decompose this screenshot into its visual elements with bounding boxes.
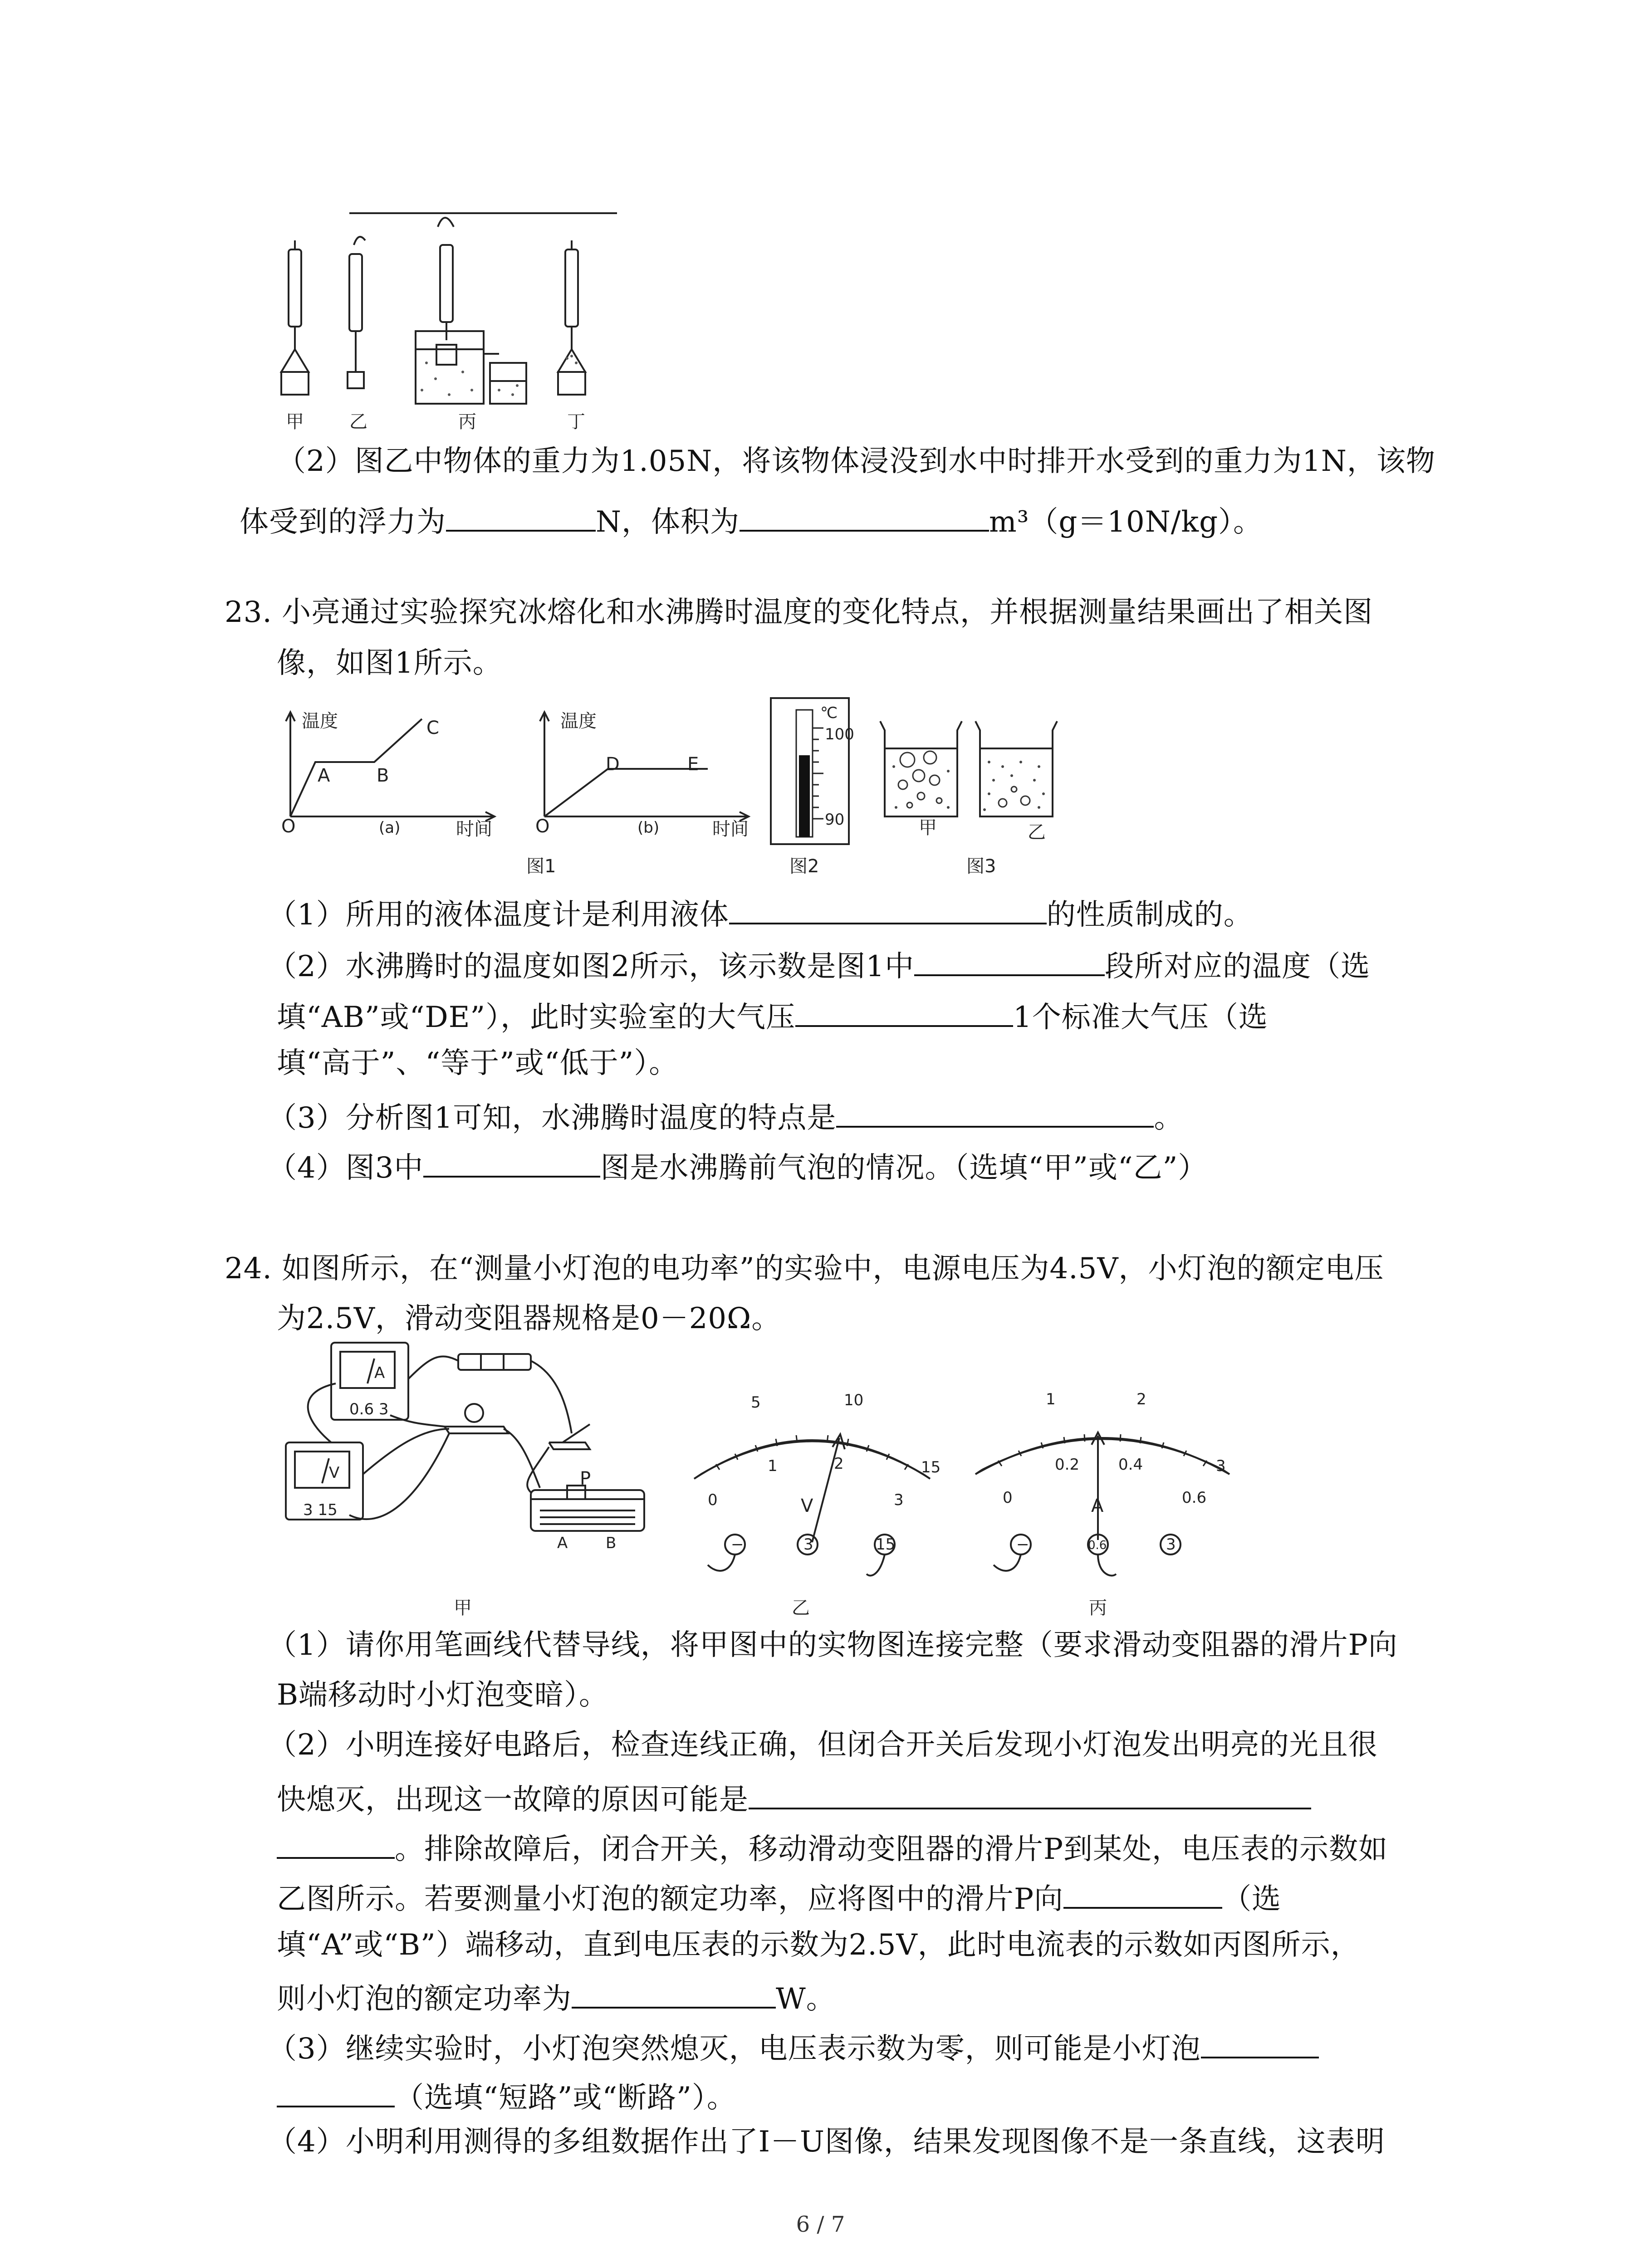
q23-blank-2[interactable] <box>914 948 1105 976</box>
q24-circuit-figure <box>277 1338 667 1565</box>
q24-p3-line2 <box>277 2079 736 2115</box>
q24-p2-d: 乙图所示。若要测量小灯泡的额定功率，应将图中的滑片P向 <box>277 1882 1064 1916</box>
q24-p2-e: （选 <box>1222 1882 1282 1916</box>
amp-term-3: 3 <box>1166 1535 1176 1554</box>
q23-p2-b: 段所对应的温度（选 <box>1105 950 1371 983</box>
circuit-voltmeter-symbol: V <box>329 1464 340 1482</box>
q22-blank-volume[interactable] <box>740 503 989 532</box>
fig3-label-jia: 甲 <box>919 817 937 838</box>
q22-line2 <box>240 503 1263 537</box>
fig1b-point-e: E <box>687 754 699 775</box>
page-number: 6 / 7 <box>796 2212 845 2237</box>
amp-bottom-3: 3 <box>1216 1457 1226 1475</box>
q23-p2-line2 <box>277 999 1268 1032</box>
q23-p2-a: （2）水沸腾时的温度如图2所示，该示数是图1中 <box>268 950 915 983</box>
q24-p2-line1: （2）小明连接好电路后，检查连线正确，但闭合开关后发现小灯泡发出明亮的光且很 <box>268 1728 1378 1762</box>
q23-line2: 像，如图1所示。 <box>277 646 502 680</box>
q23-blank-4[interactable] <box>836 1100 1154 1128</box>
q23-blank-5[interactable] <box>423 1149 600 1178</box>
q24-p3-line1 <box>268 2030 1319 2066</box>
q23-p2-line3: 填“高于”、“等于”或“低于”）。 <box>277 1046 679 1080</box>
q23-p2-line1 <box>268 948 1370 981</box>
amp-top-2: 2 <box>1136 1390 1146 1408</box>
fig1-caption: 图1 <box>526 856 556 877</box>
q23-line1: 23. 小亮通过实验探究冰熔化和水沸腾时温度的变化特点，并根据测量结果画出了相关图 <box>225 596 1373 629</box>
amp-bottom-04: 0.4 <box>1118 1456 1143 1474</box>
q23-blank-1[interactable] <box>729 896 1047 924</box>
amp-symbol: A <box>1091 1496 1104 1516</box>
fig24-label-bing: 丙 <box>1089 1598 1107 1618</box>
q23-p3 <box>268 1100 1183 1133</box>
q23-blank-3[interactable] <box>795 999 1013 1027</box>
q24-line2: 为2.5V，滑动变阻器规格是0－20Ω。 <box>277 1302 781 1335</box>
circuit-label-p: P <box>580 1468 591 1489</box>
volt-top-5: 5 <box>751 1393 761 1412</box>
amp-term-06: 0.6 <box>1088 1539 1107 1552</box>
fig2-caption: 图2 <box>789 856 819 877</box>
fig24-label-jia: 甲 <box>454 1598 472 1618</box>
volt-term-minus: − <box>731 1535 744 1554</box>
q23-p4-b: 图是水沸腾前气泡的情况。（选填“甲”或“乙”） <box>600 1151 1208 1185</box>
q23-p3-a: （3）分析图1可知，水沸腾时温度的特点是 <box>268 1101 837 1135</box>
volt-bottom-0: 0 <box>708 1491 718 1509</box>
q24-p4: （4）小明利用测得的多组数据作出了I－U图像，结果发现图像不是一条直线，这表明 <box>268 2125 1385 2159</box>
ammeter-dial <box>962 1383 1243 1583</box>
fig1b-point-d: D <box>606 754 620 775</box>
q23-p3-b: 。 <box>1154 1101 1184 1135</box>
volt-term-15: 15 <box>876 1535 896 1554</box>
q22-line1: （2）图乙中物体的重力为1.05N，将该物体浸没到水中时排开水受到的重力为1N，该物 <box>277 445 1435 478</box>
q24-blank-direction[interactable] <box>1063 1881 1222 1909</box>
fig1b-ylabel: 温度 <box>560 711 597 732</box>
circuit-voltmeter-range: 3 15 <box>303 1501 338 1519</box>
volt-bottom-1: 1 <box>768 1457 778 1475</box>
q22-figure <box>263 200 671 435</box>
amp-top-1: 1 <box>1046 1390 1056 1408</box>
q24-p3-a: （3）继续实验时，小灯泡突然熄灭，电压表示数为零，则可能是小灯泡 <box>268 2032 1201 2066</box>
volt-bottom-15: 15 <box>921 1458 941 1476</box>
fig2-tick-90: 90 <box>825 811 845 829</box>
volt-symbol: V <box>801 1496 813 1516</box>
circuit-ammeter-symbol: A <box>374 1364 385 1382</box>
fig1a-point-c: C <box>426 718 439 738</box>
q22-blank-buoyancy[interactable] <box>446 503 596 532</box>
amp-term-minus: − <box>1016 1535 1029 1554</box>
q24-blank-cause-a[interactable] <box>749 1781 1311 1809</box>
q23-p1 <box>268 896 1253 932</box>
q22-line2-c: m³（g＝10N/kg）。 <box>989 505 1263 539</box>
fig1a-origin: O <box>281 816 296 837</box>
circuit-ammeter-range: 0.6 3 <box>349 1400 389 1418</box>
q24-blank-cause-b[interactable] <box>277 1831 395 1859</box>
fig2-tick-100: 100 <box>825 725 854 743</box>
fig1a-point-a: A <box>318 765 330 786</box>
q22-line2-a: 体受到的浮力为 <box>240 505 446 539</box>
fig3-caption: 图3 <box>966 856 996 877</box>
q24-p2-c: 。排除故障后，闭合开关，移动滑动变阻器的滑片P到某处，电压表的示数如 <box>395 1833 1388 1866</box>
q24-blank-power[interactable] <box>572 1980 776 2009</box>
amp-bottom-02: 0.2 <box>1055 1456 1080 1474</box>
q24-blank-fault-a[interactable] <box>1201 2030 1319 2058</box>
q24-p2-line5: 填“A”或“B”）端移动，直到电压表的示数为2.5V，此时电流表的示数如丙图所示， <box>277 1928 1360 1962</box>
volt-bottom-2: 2 <box>834 1455 844 1473</box>
circuit-label-a: A <box>557 1534 568 1552</box>
q24-blank-fault-b[interactable] <box>277 2079 395 2107</box>
q24-p2-line4 <box>277 1881 1281 1914</box>
amp-bottom-06: 0.6 <box>1182 1489 1207 1507</box>
q22-line2-b: N，体积为 <box>596 505 740 539</box>
q23-p2-c: 填“AB”或“DE”），此时实验室的大气压 <box>277 1001 796 1034</box>
q23-p1-a: （1）所用的液体温度计是利用液体 <box>268 898 729 932</box>
q23-p4-a: （4）图3中 <box>268 1151 424 1185</box>
q24-p3-b: （选填“短路”或“断路”）。 <box>395 2081 736 2115</box>
fig22-label-yi: 乙 <box>349 411 367 432</box>
volt-term-3: 3 <box>803 1535 813 1554</box>
fig2-unit: ℃ <box>820 704 838 722</box>
fig1a-point-b: B <box>377 765 389 786</box>
fig1a-caption: (a) <box>379 819 401 837</box>
q24-p2-g: 则小灯泡的额定功率为 <box>277 1982 572 2016</box>
q24-p2-line3 <box>277 1831 1388 1864</box>
q23-p1-b: 的性质制成的。 <box>1046 898 1253 932</box>
volt-bottom-3: 3 <box>894 1491 904 1509</box>
fig1a-ylabel: 温度 <box>302 711 338 732</box>
fig1b-caption: (b) <box>637 819 660 837</box>
q23-p2-d: 1个标准大气压（选 <box>1013 1001 1268 1034</box>
volt-top-10: 10 <box>844 1391 864 1409</box>
q24-p2-b: 快熄灭，出现这一故障的原因可能是 <box>277 1783 749 1817</box>
fig3-label-yi: 乙 <box>1028 822 1046 843</box>
q24-p2-line6 <box>277 1980 836 2014</box>
q22-figure-drawing <box>263 200 671 435</box>
q24-line1: 24. 如图所示，在“测量小灯泡的电功率”的实验中，电源电压为4.5V，小灯泡的额定电压 <box>225 1252 1384 1286</box>
q24-p2-line2 <box>277 1781 1311 1817</box>
q23-p4 <box>268 1149 1207 1183</box>
circuit-label-b: B <box>606 1534 617 1552</box>
fig1b-xlabel: 时间 <box>712 819 749 840</box>
amp-bottom-0: 0 <box>1003 1489 1013 1507</box>
q24-p1-line1: （1）请你用笔画线代替导线，将甲图中的实物图连接完整（要求滑动变阻器的滑片P向 <box>268 1628 1398 1662</box>
fig3-beakers <box>876 717 1066 826</box>
fig1a-xlabel: 时间 <box>456 819 492 840</box>
fig22-label-ding: 丁 <box>567 411 585 432</box>
q24-p1-line2: B端移动时小灯泡变暗）。 <box>277 1678 609 1712</box>
q24-p2-h: W。 <box>776 1982 836 2016</box>
fig1b-origin: O <box>535 816 550 837</box>
fig22-label-jia: 甲 <box>286 411 304 432</box>
fig22-label-bing: 丙 <box>458 411 476 432</box>
fig24-label-yi: 乙 <box>792 1598 810 1618</box>
